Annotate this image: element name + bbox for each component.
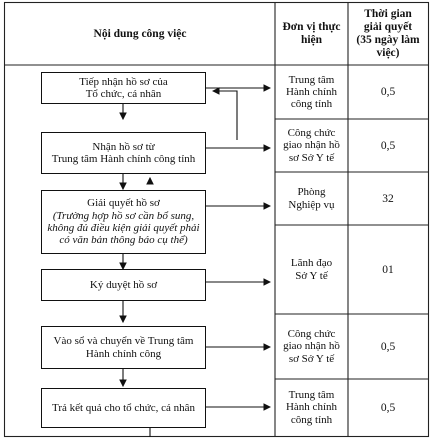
unit-cell-2: [275, 119, 348, 172]
step-box-5: [41, 326, 206, 369]
step-2-line2: Trung tâm Hành chính công tỉnh: [51, 153, 196, 165]
time-cell-6: [348, 379, 428, 436]
header-unit-line1: Đơn vị thực: [282, 21, 341, 34]
step-1-line2: Tổ chức, cá nhân: [85, 88, 162, 100]
flow-return-loop: [213, 91, 237, 140]
time-5: 0,5: [380, 340, 396, 353]
time-cell-2: [348, 119, 428, 172]
unit-3-line1: Phòng: [297, 186, 326, 199]
step-3-line1: Giải quyết hồ sơ: [87, 197, 160, 210]
step-2-line1: Nhận hồ sơ từ: [92, 140, 155, 153]
step-box-6: [41, 388, 206, 428]
unit-6-line2: Hành chính: [285, 401, 337, 414]
step-box-2: [41, 132, 206, 174]
time-2: 0,5: [380, 139, 396, 152]
step-5-line2: Hành chính công: [85, 347, 162, 360]
unit-4-line1: Lãnh đạo: [290, 257, 333, 270]
step-box-4: [41, 269, 206, 301]
header-time-line3: (35 ngày làm: [356, 34, 420, 46]
header-time-line2: giải quyết: [363, 21, 413, 34]
time-1: 0,5: [380, 86, 396, 98]
unit-1-line2: Hành chính: [285, 85, 337, 98]
unit-cell-6: [275, 379, 348, 436]
header-content: [5, 3, 275, 65]
step-3-note-line2: không đủ điều kiện giải quyết phải: [47, 222, 200, 234]
header-time-line1: Thời gian: [364, 8, 412, 21]
header-time: [348, 3, 428, 65]
step-5-line1: Vào sổ và chuyển về Trung tâm: [53, 335, 194, 348]
unit-1-line1: Trung tâm: [288, 73, 335, 86]
header-content-label: Nội dung công việc: [93, 27, 187, 40]
time-cell-5: [348, 314, 428, 379]
time-cell-4: [348, 225, 428, 314]
step-4-line1: Ký duyệt hồ sơ: [89, 278, 158, 291]
time-6: 0,5: [380, 401, 396, 414]
header-unit-line2: hiện: [300, 34, 323, 46]
unit-6-line3: công tỉnh: [290, 413, 333, 426]
step-3-note-line3: có văn bản thông báo cụ thể): [59, 234, 188, 247]
step-3-note-line1: (Trường hợp hồ sơ cần bổ sung,: [52, 209, 195, 222]
unit-2-line2: giao nhận hồ: [283, 139, 340, 152]
time-cell-3: [348, 172, 428, 225]
unit-cell-1: [275, 65, 348, 119]
unit-cell-3: [275, 172, 348, 225]
unit-4-line2: Sở Y tế: [295, 269, 328, 282]
unit-1-line3: công tỉnh: [290, 98, 333, 111]
unit-3-line2: Nghiệp vụ: [288, 198, 335, 211]
unit-cell-5: [275, 314, 348, 379]
unit-5-line2: giao nhận hồ: [283, 340, 340, 353]
time-3: 32: [382, 192, 394, 205]
step-6-line1: Trả kết quả cho tổ chức, cá nhân: [51, 401, 195, 414]
unit-5-line3: sơ Sở Y tế: [288, 352, 335, 365]
step-box-1: [41, 72, 206, 104]
step-1-line1: Tiếp nhận hồ sơ của: [79, 75, 168, 88]
step-box-3: [41, 190, 206, 254]
unit-5-line1: Công chức: [287, 328, 336, 341]
unit-6-line1: Trung tâm: [288, 389, 335, 402]
time-cell-1: [348, 65, 428, 119]
unit-2-line1: Công chức: [287, 127, 336, 140]
time-4: 01: [382, 263, 394, 276]
header-time-line4: việc): [376, 46, 400, 59]
unit-2-line3: sơ Sở Y tế: [288, 151, 335, 164]
header-unit: [275, 3, 348, 65]
unit-cell-4: [275, 225, 348, 314]
